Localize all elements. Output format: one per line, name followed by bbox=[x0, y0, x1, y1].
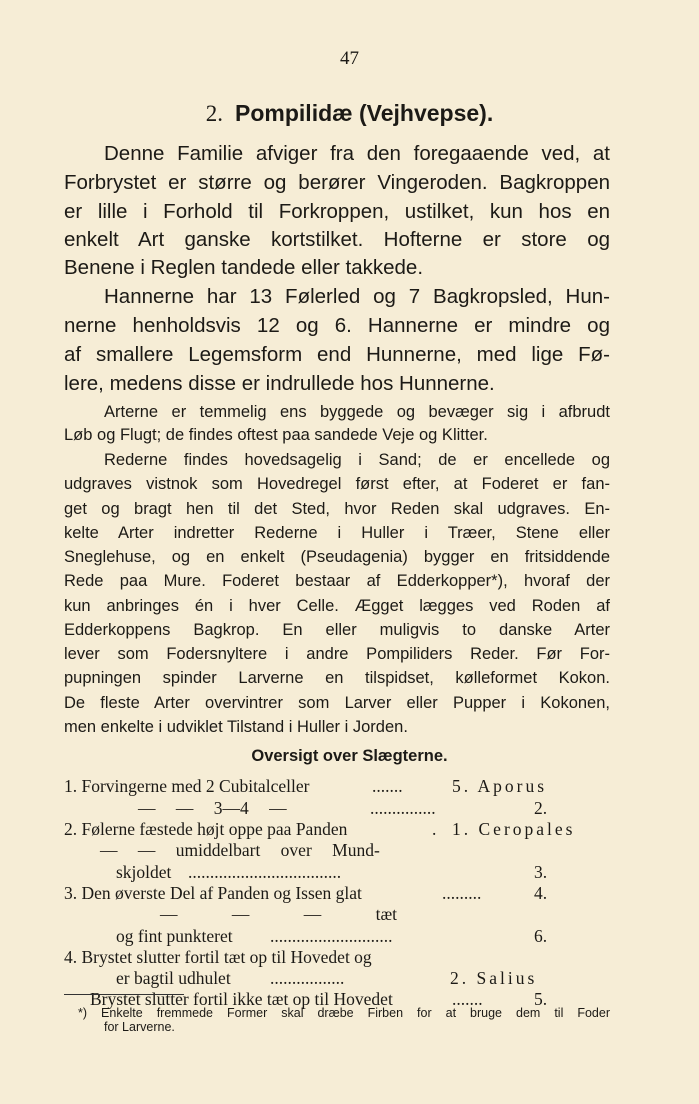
small-line: Rede paa Mure. Foderet bestaar af Edderkopper*), hvoraf der bbox=[64, 572, 610, 590]
key-line-text: skjoldet bbox=[116, 862, 172, 882]
key-line-dots: ......... bbox=[442, 883, 482, 903]
key-line-text: — — 3—4 — bbox=[138, 798, 287, 818]
key-line-result: 3. bbox=[534, 862, 548, 882]
footnote-line: for Larverne. bbox=[104, 1020, 175, 1034]
small-line: lever som Fodersnyltere i andre Pompiliders Reder. Før For- bbox=[64, 645, 610, 663]
key-line-dots: ................. bbox=[270, 968, 345, 988]
footnote-rule bbox=[64, 994, 184, 995]
small-line: men enkelte i udviklet Tilstand i Huller i Jorden. bbox=[64, 718, 408, 736]
key-line-dots: ....... bbox=[372, 776, 403, 796]
small-line: kun anbringes én i hver Celle. Ægget lægges ved Roden af bbox=[64, 597, 610, 615]
intro-line: Hannerne har 13 Følerled og 7 Bagkropsled, Hun- bbox=[104, 285, 610, 308]
key-line-text: 4. Brystet slutter fortil tæt op til Hovedet og bbox=[64, 947, 372, 967]
key-line-dots: ............... bbox=[370, 798, 436, 818]
small-line: get og bragt hen til det Sted, hvor Reden skal udgraves. En- bbox=[64, 500, 610, 518]
key-line-result: 5. Aporus bbox=[452, 776, 548, 796]
small-line: Sneglehuse, og en enkelt (Pseudagenia) bygger en fritsiddende bbox=[64, 548, 610, 566]
key-line-result: 2. Salius bbox=[450, 968, 538, 988]
key-line-result: 6. bbox=[534, 926, 548, 946]
section-number: 2. bbox=[205, 101, 224, 126]
key-line-result: 1. Ceropales bbox=[452, 819, 576, 839]
key-line-text: og fint punkteret bbox=[116, 926, 233, 946]
small-line: pupningen spinder Larverne en tilspidset, kølleformet Kokon. bbox=[64, 669, 610, 687]
key-line-text: er bagtil udhulet bbox=[116, 968, 231, 988]
small-line: De fleste Arter overvintrer som Larver eller Pupper i Kokonen, bbox=[64, 694, 610, 712]
key-line-text: — — — tæt bbox=[160, 904, 398, 924]
intro-line: Benene i Reglen tandede eller takkede. bbox=[64, 256, 424, 279]
key-line-dots: ....... bbox=[452, 989, 483, 1009]
intro-line: Denne Familie afviger fra den foregaaende ved, at bbox=[104, 142, 610, 165]
small-line: udgraves vistnok som Hovedregel først efter, at Foderet er fan- bbox=[64, 475, 610, 493]
key-line-result: 5. bbox=[534, 989, 548, 1009]
key-line-result: 2. bbox=[534, 798, 548, 818]
small-line: Edderkoppens Bagkrop. En eller muligvis to danske Arter bbox=[64, 621, 610, 639]
key-line-dots: ............................ bbox=[270, 926, 393, 946]
intro-line: Forbrystet er større og berører Vingeroden. Bagkroppen bbox=[64, 171, 610, 194]
intro-line: er lille i Forhold til Forkroppen, ustilket, kun hos en bbox=[64, 200, 610, 223]
key-line-text: Brystet slutter fortil ikke tæt op til Hovedet bbox=[90, 989, 393, 1009]
small-line: Arterne er temmelig ens byggede og bevæger sig i afbrudt bbox=[104, 403, 610, 421]
section-heading bbox=[0, 100, 699, 127]
small-line: kelte Arter indretter Rederne i Huller i Træer, Stene eller bbox=[64, 524, 610, 542]
key-line-text: — — umiddelbart over Mund- bbox=[100, 840, 380, 860]
key-line-dots: . bbox=[432, 819, 437, 839]
small-line: Løb og Flugt; de findes oftest paa sandede Veje og Klitter. bbox=[64, 426, 488, 444]
footnote-line: *) Enkelte fremmede Former skal dræbe Firben for at bruge dem til Foder bbox=[78, 1006, 610, 1020]
section-title: Pompilidæ (Vejhvepse). bbox=[235, 100, 494, 126]
small-line: Rederne findes hovedsagelig i Sand; de er encellede og bbox=[104, 451, 610, 469]
key-line-text: 1. Forvingerne med 2 Cubitalceller bbox=[64, 776, 310, 796]
key-line-text: 3. Den øverste Del af Panden og Issen glat bbox=[64, 883, 362, 903]
page-number: 47 bbox=[340, 48, 359, 69]
key-title: Oversigt over Slægterne. bbox=[251, 747, 448, 765]
intro-line: nerne henholdsvis 12 og 6. Hannerne er mindre og bbox=[64, 314, 610, 337]
key-line-dots: ................................... bbox=[188, 862, 342, 882]
intro-line: lere, medens disse er indrullede hos Hunnerne. bbox=[64, 372, 495, 395]
key-line-result: 4. bbox=[534, 883, 548, 903]
intro-line: af smallere Legemsform end Hunnerne, med lige Fø- bbox=[64, 343, 610, 366]
key-line-text: 2. Følerne fæstede højt oppe paa Panden bbox=[64, 819, 348, 839]
intro-line: enkelt Art ganske kortstilket. Hofterne er store og bbox=[64, 228, 610, 251]
